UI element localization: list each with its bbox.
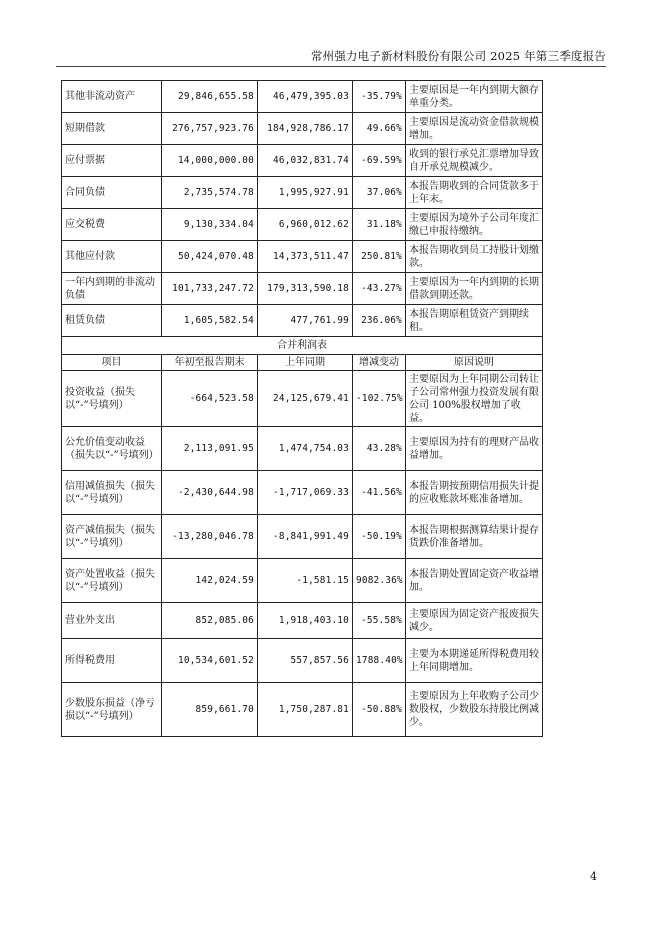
row-current-value: 29,846,655.58 <box>162 81 258 113</box>
table-row <box>62 209 543 241</box>
table-row <box>62 471 543 515</box>
income-section-header <box>62 337 543 371</box>
row-reason-text: 本报告期根据测算结果计提存货跌价准备增加。 <box>406 515 543 559</box>
table-row <box>62 639 543 683</box>
row-item-label: 租赁负债 <box>62 305 162 337</box>
row-previous-value: 1,918,403.10 <box>258 603 353 639</box>
page-number: 4 <box>590 870 597 883</box>
row-current-value: 142,024.59 <box>162 559 258 603</box>
row-item-label: 投资收益（损失以“-”号填列） <box>62 371 162 427</box>
table-row <box>62 81 543 113</box>
row-item-label: 资产减值损失（损失以“-”号填列） <box>62 515 162 559</box>
row-change-percent: -102.75% <box>353 371 406 427</box>
row-current-value: 2,735,574.78 <box>162 177 258 209</box>
table-row <box>62 305 543 337</box>
row-previous-value: 6,960,012.62 <box>258 209 353 241</box>
row-previous-value: 24,125,679.41 <box>258 371 353 427</box>
row-reason-text: 主要原因为境外子公司年度汇缴已申报待缴纳。 <box>406 209 543 241</box>
header-previous: 上年同期 <box>258 355 353 371</box>
row-change-percent: -69.59% <box>353 145 406 177</box>
row-previous-value: 184,928,786.17 <box>258 113 353 145</box>
row-previous-value: 1,995,927.91 <box>258 177 353 209</box>
row-item-label: 少数股东损益（净亏损以“-”号填列） <box>62 683 162 737</box>
header-rule <box>56 66 606 67</box>
table-row <box>62 241 543 273</box>
row-reason-text: 主要原因为固定资产报废损失减少。 <box>406 603 543 639</box>
row-previous-value: 557,857.56 <box>258 639 353 683</box>
section-title: 合并利润表 <box>62 337 543 355</box>
row-change-percent: -50.88% <box>353 683 406 737</box>
table-row <box>62 427 543 471</box>
row-reason-text: 主要原因为上年收购子公司少数股权，少数股东持股比例减少。 <box>406 683 543 737</box>
row-previous-value: -1,717,069.33 <box>258 471 353 515</box>
row-previous-value: 1,474,754.03 <box>258 427 353 471</box>
row-reason-text: 主要原因为持有的理财产品收益增加。 <box>406 427 543 471</box>
row-item-label: 信用减值损失（损失以“-”号填列） <box>62 471 162 515</box>
row-item-label: 短期借款 <box>62 113 162 145</box>
row-item-label: 公允价值变动收益（损失以“-”号填列） <box>62 427 162 471</box>
header-item: 项目 <box>62 355 162 371</box>
row-change-percent: 37.06% <box>353 177 406 209</box>
row-previous-value: 477,761.99 <box>258 305 353 337</box>
row-reason-text: 本报告期收到的合同货款多于上年末。 <box>406 177 543 209</box>
row-current-value: 276,757,923.76 <box>162 113 258 145</box>
row-current-value: 14,000,000.00 <box>162 145 258 177</box>
row-reason-text: 主要原因为一年内到期的长期借款到期还款。 <box>406 273 543 305</box>
table-row <box>62 603 543 639</box>
row-change-percent: 9082.36% <box>353 559 406 603</box>
header-reason: 原因说明 <box>406 355 543 371</box>
row-change-percent: 236.06% <box>353 305 406 337</box>
row-change-percent: -43.27% <box>353 273 406 305</box>
row-reason-text: 收到的银行承兑汇票增加导致自开承兑规模减少。 <box>406 145 543 177</box>
row-change-percent: -41.56% <box>353 471 406 515</box>
row-reason-text: 主要为本期递延所得税费用较上年同期增加。 <box>406 639 543 683</box>
table-row <box>62 273 543 305</box>
row-item-label: 其他非流动资产 <box>62 81 162 113</box>
row-item-label: 应付票据 <box>62 145 162 177</box>
table-row <box>62 515 543 559</box>
row-current-value: 10,534,601.52 <box>162 639 258 683</box>
table-row <box>62 177 543 209</box>
row-item-label: 其他应付款 <box>62 241 162 273</box>
row-current-value: 50,424,070.48 <box>162 241 258 273</box>
table-row <box>62 371 543 427</box>
financial-changes-table <box>61 80 543 737</box>
balance-section <box>62 81 543 337</box>
row-previous-value: 46,032,831.74 <box>258 145 353 177</box>
row-item-label: 资产处置收益（损失以“-”号填列） <box>62 559 162 603</box>
row-previous-value: 1,750,287.81 <box>258 683 353 737</box>
table-row <box>62 559 543 603</box>
header-current: 年初至报告期末 <box>162 355 258 371</box>
row-change-percent: -50.19% <box>353 515 406 559</box>
row-current-value: 1,605,582.54 <box>162 305 258 337</box>
row-reason-text: 主要原因是流动资金借款规模增加。 <box>406 113 543 145</box>
row-reason-text: 本报告期原租赁资产到期续租。 <box>406 305 543 337</box>
income-section <box>62 371 543 737</box>
table-row <box>62 683 543 737</box>
row-previous-value: 14,373,511.47 <box>258 241 353 273</box>
row-current-value: 852,085.06 <box>162 603 258 639</box>
header-change: 增减变动 <box>353 355 406 371</box>
row-current-value: -664,523.58 <box>162 371 258 427</box>
section-title-row <box>62 337 543 355</box>
row-change-percent: 250.81% <box>353 241 406 273</box>
row-change-percent: 43.28% <box>353 427 406 471</box>
row-previous-value: -8,841,991.49 <box>258 515 353 559</box>
row-previous-value: 46,479,395.03 <box>258 81 353 113</box>
row-current-value: 2,113,091.95 <box>162 427 258 471</box>
row-change-percent: 31.18% <box>353 209 406 241</box>
row-current-value: -2,430,644.98 <box>162 471 258 515</box>
row-reason-text: 本报告期处置固定资产收益增加。 <box>406 559 543 603</box>
row-current-value: -13,280,046.78 <box>162 515 258 559</box>
row-current-value: 859,661.70 <box>162 683 258 737</box>
row-reason-text: 主要原因为上年同期公司转让子公司常州强力投资发展有限公司 100%股权增加了收益。 <box>406 371 543 427</box>
row-reason-text: 本报告期按预期信用损失计提的应收账款坏账准备增加。 <box>406 471 543 515</box>
row-change-percent: 1788.40% <box>353 639 406 683</box>
row-previous-value: 179,313,590.18 <box>258 273 353 305</box>
row-current-value: 101,733,247.72 <box>162 273 258 305</box>
report-header-title: 常州强力电子新材料股份有限公司 2025 年第三季度报告 <box>310 49 606 63</box>
row-item-label: 营业外支出 <box>62 603 162 639</box>
row-item-label: 一年内到期的非流动负债 <box>62 273 162 305</box>
column-header-row <box>62 355 543 371</box>
row-change-percent: -55.58% <box>353 603 406 639</box>
row-change-percent: -35.79% <box>353 81 406 113</box>
row-item-label: 应交税费 <box>62 209 162 241</box>
row-current-value: 9,130,334.04 <box>162 209 258 241</box>
row-item-label: 所得税费用 <box>62 639 162 683</box>
table-row <box>62 145 543 177</box>
row-reason-text: 本报告期收到员工持股计划缴款。 <box>406 241 543 273</box>
row-reason-text: 主要原因是一年内到期大额存单重分类。 <box>406 81 543 113</box>
row-previous-value: -1,581.15 <box>258 559 353 603</box>
row-change-percent: 49.66% <box>353 113 406 145</box>
row-item-label: 合同负债 <box>62 177 162 209</box>
table-row <box>62 113 543 145</box>
